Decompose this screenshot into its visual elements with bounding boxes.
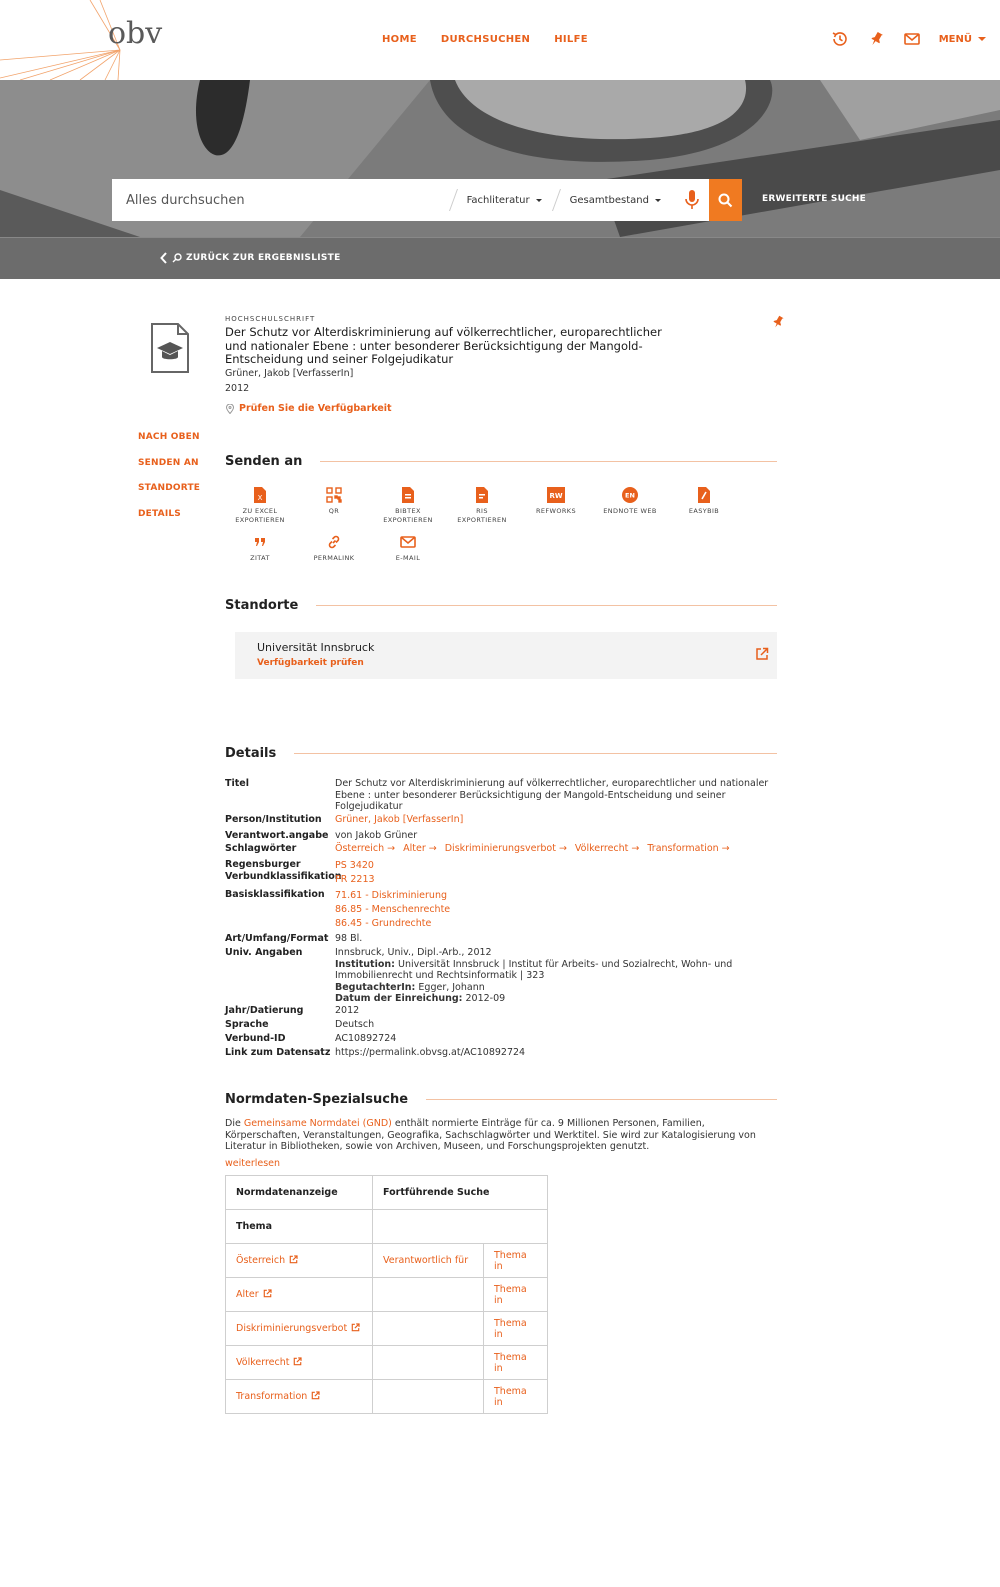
chevron-down-icon <box>536 199 542 202</box>
gnd-text: Die <box>225 1118 244 1129</box>
detail-label: Univ. Angaben <box>225 947 303 958</box>
back-label: ZURÜCK ZUR ERGEBNISLISTE <box>186 253 341 263</box>
excel-icon <box>254 487 266 503</box>
export-bibtex-button[interactable] <box>380 486 436 525</box>
responsible-for-link[interactable]: Verantwortlich für <box>383 1255 469 1266</box>
refworks-button[interactable] <box>528 486 584 516</box>
topic-in-link[interactable]: Thema in <box>494 1283 527 1306</box>
rvk-link[interactable]: PS 3420 <box>335 860 374 871</box>
bk-link[interactable]: 86.45 - Grundrechte <box>335 918 432 929</box>
endnote-button[interactable] <box>602 486 658 516</box>
easybib-icon <box>698 487 710 503</box>
thesis-document-icon <box>150 322 190 374</box>
check-availability-link[interactable] <box>226 403 392 414</box>
nav-to-send[interactable]: SENDEN AN <box>138 457 199 468</box>
empty-cell <box>373 1210 548 1244</box>
nav-search[interactable]: DURCHSUCHEN <box>440 34 531 45</box>
chevron-down-icon <box>655 199 661 202</box>
arrow-right-icon: → <box>428 843 437 854</box>
svg-text:RW: RW <box>549 492 563 500</box>
detail-label: Art/Umfang/Format <box>225 933 329 944</box>
svg-text:EN: EN <box>625 491 635 500</box>
subject-link[interactable]: Alter <box>403 843 426 854</box>
send-label: REFWORKS <box>535 507 576 515</box>
detail-label: Titel <box>225 778 249 789</box>
record-title: Der Schutz vor Alterdiskriminierung auf völkerrechtlicher, europarechtlicher und nationaler Ebene : unter besonderer Berücksichtigung der Mangold-Entscheidung und seiner Folgejudikatur <box>225 325 662 366</box>
send-label: ZITAT <box>250 554 270 562</box>
detail-value: Deutsch <box>335 1019 375 1030</box>
send-label: ZU EXCEL <box>242 507 278 515</box>
email-button[interactable] <box>380 533 436 563</box>
record-type: HOCHSCHULSCHRIFT <box>225 315 316 323</box>
easybib-button[interactable] <box>676 486 732 516</box>
record-section-nav <box>138 432 200 534</box>
mail-icon[interactable] <box>903 30 921 48</box>
cite-button[interactable] <box>232 533 288 563</box>
send-label: E-MAIL <box>395 554 421 562</box>
detail-value: 98 Bl. <box>335 933 363 944</box>
empty-cell <box>373 1278 484 1312</box>
gnd-term-link[interactable] <box>236 1289 272 1300</box>
table-header-row <box>226 1176 548 1210</box>
topic-in-link[interactable]: Thema in <box>494 1249 527 1272</box>
detail-label: Person/Institution <box>225 814 322 825</box>
detail-sublabel: Institution: <box>335 958 395 970</box>
nav-to-details[interactable]: DETAILS <box>138 508 181 519</box>
detail-label: Sprache <box>225 1019 269 1030</box>
header-actions <box>831 30 1000 48</box>
export-ris-button[interactable] <box>454 486 510 525</box>
table-group-row <box>226 1210 548 1244</box>
empty-cell <box>373 1312 484 1346</box>
external-link-icon[interactable] <box>755 647 769 661</box>
send-label: EXPORTIEREN <box>235 516 285 524</box>
divider <box>294 753 777 754</box>
chevron-down-icon <box>978 37 986 41</box>
send-label: PERMALINK <box>313 554 355 562</box>
filter-holdings-dropdown[interactable] <box>556 179 675 221</box>
advanced-search-link[interactable]: ERWEITERTE SUCHE <box>762 194 867 204</box>
bk-link[interactable]: 86.85 - Menschenrechte <box>335 904 451 915</box>
search-icon <box>718 193 733 208</box>
detail-label: Schlagwörter <box>225 843 297 854</box>
refworks-icon <box>547 487 565 503</box>
detail-label: Regensburger <box>225 859 301 870</box>
pin-record-icon[interactable] <box>772 315 784 329</box>
table-row <box>226 1380 548 1414</box>
link-icon <box>326 534 342 550</box>
mail-icon <box>400 535 416 549</box>
send-label: ENDNOTE WEB <box>603 507 657 515</box>
nav-to-locations[interactable]: STANDORTE <box>138 483 201 493</box>
detail-value: Universität Innsbruck | Institut für Arbeits- und Sozialrecht, Wohn- und Immobilienrecht und Rechtsinformatik | 323 <box>335 958 733 981</box>
bibtex-icon <box>402 487 414 503</box>
main-nav <box>382 34 588 45</box>
arrow-right-icon: → <box>558 843 567 854</box>
external-link-icon <box>289 1255 298 1264</box>
term-label: Völkerrecht <box>236 1357 290 1368</box>
filter-literature-dropdown[interactable] <box>453 179 556 221</box>
subject-link[interactable]: Völkerrecht <box>574 843 629 854</box>
gnd-term-link[interactable] <box>236 1391 320 1402</box>
record-year: 2012 <box>225 383 250 394</box>
ris-icon <box>476 487 488 503</box>
external-link-icon <box>263 1289 272 1298</box>
logo-rays-graphic <box>0 0 125 80</box>
send-label: QR <box>328 507 340 515</box>
permalink-button[interactable] <box>306 533 362 563</box>
gnd-term-link[interactable] <box>236 1323 360 1334</box>
send-label: EASYBIB <box>688 507 720 515</box>
rvk-link[interactable]: PR 2213 <box>335 874 375 885</box>
detail-value: 2012 <box>335 1005 360 1016</box>
menu-dropdown[interactable] <box>939 34 986 45</box>
table-row <box>226 1346 548 1380</box>
send-section-header <box>225 454 777 469</box>
person-link[interactable]: Grüner, Jakob [VerfasserIn] <box>335 814 464 825</box>
gnd-term-link[interactable] <box>236 1357 302 1368</box>
arrow-right-icon: → <box>721 843 730 854</box>
location-pin-icon <box>226 404 234 414</box>
subject-link[interactable]: Diskriminierungsverbot <box>444 843 556 854</box>
detail-label: Verantwort.angabe <box>225 830 329 841</box>
empty-cell <box>373 1346 484 1380</box>
empty-cell <box>373 1380 484 1414</box>
detail-value: Egger, Johann <box>418 981 485 993</box>
send-heading: Senden an <box>225 454 303 469</box>
column-header: Normdatenanzeige <box>226 1176 373 1210</box>
locations-section-header <box>225 598 777 613</box>
hero-banner <box>0 80 1000 237</box>
detail-label: Jahr/Datierung <box>225 1005 304 1016</box>
detail-label: Basisklassifikation <box>225 889 325 900</box>
external-link-icon <box>351 1323 360 1332</box>
arrow-right-icon: → <box>387 843 396 854</box>
top-header <box>0 0 1000 80</box>
term-label: Alter <box>236 1289 259 1300</box>
topic-in-link[interactable]: Thema in <box>494 1317 527 1340</box>
table-row <box>226 1278 548 1312</box>
detail-value: 2012-09 <box>465 993 506 1004</box>
detail-label: Verbund-ID <box>225 1033 286 1044</box>
divider <box>426 1099 777 1100</box>
qr-button[interactable] <box>306 486 362 516</box>
send-label: EXPORTIEREN <box>383 516 433 524</box>
locations-heading: Standorte <box>225 598 299 613</box>
nav-home[interactable]: HOME <box>382 34 417 45</box>
pin-icon[interactable] <box>867 30 885 48</box>
location-name: Universität Innsbruck <box>257 641 375 654</box>
bk-link[interactable]: 71.61 - Diskriminierung <box>335 890 447 901</box>
table-row <box>226 1312 548 1346</box>
column-header: Fortführende Suche <box>373 1176 548 1210</box>
detail-sublabel: Datum der Einreichung: <box>335 993 463 1004</box>
detail-sublabel: BegutachterIn: <box>335 981 416 993</box>
topic-in-link[interactable]: Thema in <box>494 1385 527 1408</box>
check-availability-link[interactable]: Verfügbarkeit prüfen <box>257 658 364 668</box>
details-heading: Details <box>225 746 277 761</box>
send-label: RIS <box>476 507 488 515</box>
search-icon <box>172 253 182 263</box>
details-section-header <box>225 746 777 761</box>
gnd-heading: Normdaten-Spezialsuche <box>225 1092 409 1107</box>
nav-to-top[interactable]: NACH OBEN <box>138 432 200 442</box>
gnd-text: enthält normierte Einträge für ca. 9 Millionen Personen, Familien, Körperschaften, Veranstaltungen, Geografika, Sachschlagwörter und Werktitel. Sie wird zur Katalogisierung von Literatur in Bibliotheken, sowie von Archiven, Museen, und Forschungsprojekten genutzt. <box>225 1118 756 1152</box>
search-bar <box>112 179 742 221</box>
export-excel-button[interactable] <box>232 486 288 525</box>
gnd-link[interactable]: Gemeinsame Normdatei (GND) <box>243 1118 392 1129</box>
gnd-description <box>225 1118 775 1153</box>
qr-icon <box>326 487 342 503</box>
detail-value: AC10892724 <box>335 1033 397 1044</box>
search-button[interactable] <box>709 179 742 221</box>
voice-search-button[interactable] <box>675 179 709 221</box>
chevron-left-icon <box>160 252 168 264</box>
quote-icon <box>254 536 266 548</box>
detail-value: Der Schutz vor Alterdiskriminierung auf völkerrechtlicher, europarechtlicher und nationaler Ebene : unter besonderer Berücksichtigung der Mangold-Entscheidung und seiner Folgejudikatur <box>335 778 769 812</box>
read-more-link[interactable]: weiterlesen <box>225 1158 281 1169</box>
arrow-right-icon: → <box>631 843 640 854</box>
term-label: Transformation <box>236 1391 308 1402</box>
detail-value: von Jakob Grüner <box>335 830 418 841</box>
external-link-icon <box>311 1391 320 1400</box>
check-availability-label: Prüfen Sie die Verfügbarkeit <box>239 403 392 414</box>
endnote-icon <box>622 487 638 503</box>
divider <box>320 461 777 462</box>
authority-data-table <box>225 1175 548 1414</box>
gnd-term-link[interactable] <box>236 1255 298 1266</box>
history-icon[interactable] <box>831 30 849 48</box>
topic-in-link[interactable]: Thema in <box>494 1351 527 1374</box>
detail-label: Link zum Datensatz <box>225 1047 331 1058</box>
group-label: Thema <box>226 1210 373 1244</box>
detail-label: Verbundklassifikation <box>225 870 342 882</box>
obv-logo[interactable]: obv <box>108 16 163 51</box>
table-row <box>226 1244 548 1278</box>
subject-link[interactable]: Transformation <box>647 843 719 854</box>
term-label: Diskriminierungsverbot <box>236 1323 348 1334</box>
search-input[interactable] <box>112 179 453 221</box>
menu-label: MENÜ <box>938 33 972 45</box>
record-author: Grüner, Jakob [VerfasserIn] <box>225 368 354 379</box>
svg-text:X: X <box>257 494 263 502</box>
back-bar <box>0 237 1000 279</box>
send-label: EXPORTIEREN <box>457 516 507 524</box>
nav-help[interactable]: HILFE <box>554 34 588 45</box>
external-link-icon <box>293 1357 302 1366</box>
divider <box>316 605 777 606</box>
location-card <box>235 632 777 679</box>
back-to-results-link[interactable] <box>160 252 341 264</box>
detail-value: Innsbruck, Univ., Dipl.-Arb., 2012 <box>335 947 492 958</box>
filter-holdings-label: Gesamtbestand <box>569 194 649 206</box>
subject-link[interactable]: Österreich <box>335 843 385 854</box>
send-label: BIBTEX <box>395 507 421 515</box>
microphone-icon <box>685 190 699 210</box>
filter-literature-label: Fachliteratur <box>466 194 530 206</box>
gnd-section-header <box>225 1092 777 1107</box>
permalink-value[interactable]: https://permalink.obvsg.at/AC10892724 <box>335 1047 526 1058</box>
term-label: Österreich <box>236 1255 286 1266</box>
